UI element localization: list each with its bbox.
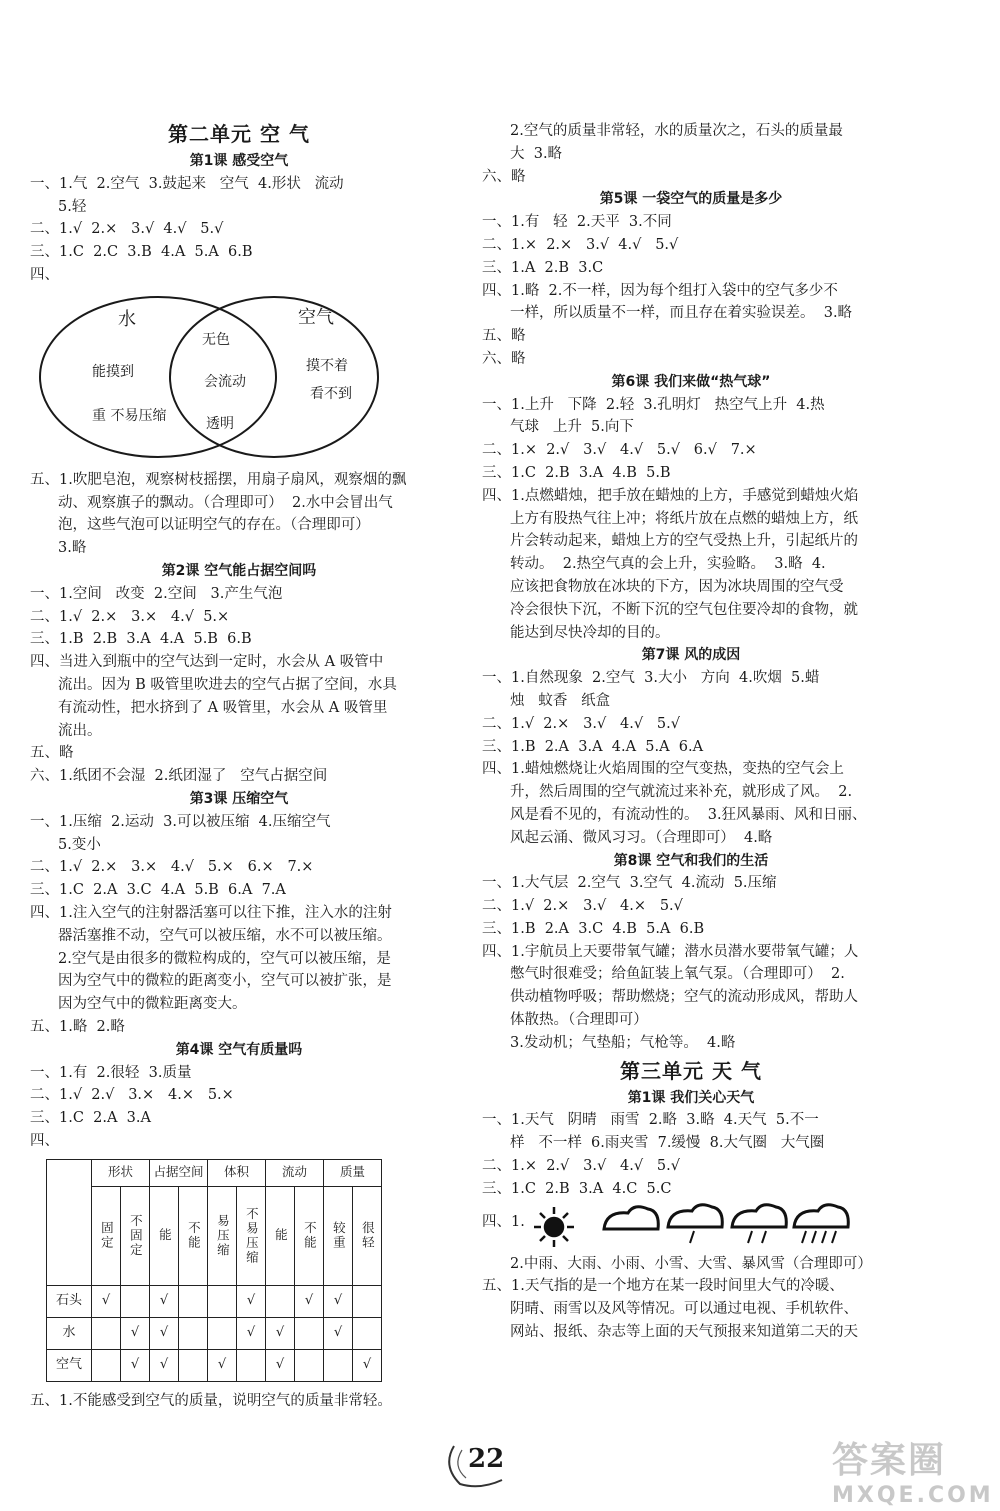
answer-line: 体散热。（合理即可） xyxy=(510,1012,648,1029)
table-cell xyxy=(121,1285,150,1317)
answer-line: 一、1.自然现象 2.空气 3.大小 方向 4.吹烟 5.蜡 xyxy=(482,670,820,687)
table-cell: √ xyxy=(324,1317,353,1349)
moderate-rain-icon xyxy=(732,1204,786,1242)
table-cell: √ xyxy=(266,1317,295,1349)
table-group-header: 流动 xyxy=(266,1159,324,1186)
lesson7-title: 第7课 风的成因 xyxy=(641,647,741,664)
unit3-title: 第三单元 天 气 xyxy=(620,1058,762,1083)
answer-line: 四、 xyxy=(30,1132,59,1149)
answer-line: 三、1.C 2.A 3.A xyxy=(30,1110,151,1127)
answer-line: 三、1.C 2.A 3.C 4.A 5.B 6.A 7.A xyxy=(30,882,286,899)
answer-line: 2.空气是由很多的微粒构成的，空气可以被压缩，是 xyxy=(58,950,391,967)
answer-line: 转动。 2.热空气真的会上升，实验略。 3.略 4. xyxy=(510,556,826,573)
weather-icons xyxy=(482,1201,900,1253)
answer-line: 六、1.纸团不会湿 2.纸团湿了 空气占据空间 xyxy=(30,768,328,785)
answer-line: 五、1.天气指的是一个地方在某一段时间里大气的冷暖、 xyxy=(482,1278,844,1295)
answer-line: 一、1.天气 阴晴 雨雪 2.略 3.略 4.天气 5.不一 xyxy=(482,1112,819,1129)
answer-line: 三、1.C 2.C 3.B 4.A 5.A 6.B xyxy=(30,244,253,261)
answer-line: 5.轻 xyxy=(58,198,87,215)
answer-line: 三、1.B 2.A 3.C 4.B 5.A 6.B xyxy=(482,920,705,937)
lesson8-title: 第8课 空气和我们的生活 xyxy=(613,852,769,869)
answer-line: 四、1.注入空气的注射器活塞可以往下推，注入水的注射 xyxy=(30,904,392,921)
table-cell: √ xyxy=(266,1349,295,1381)
venn-right-item: 看不到 xyxy=(310,385,352,402)
answer-line: 能达到尽快冷却的目的。 xyxy=(510,624,670,641)
table-sub-header: 不能 xyxy=(179,1186,208,1285)
venn-left-label: 水 xyxy=(118,308,136,330)
answer-line: 一样，所以质量不一样，而且存在着实验误差。 3.略 xyxy=(510,305,853,322)
table-cell xyxy=(179,1317,208,1349)
answer-line: 泡，这些气泡可以证明空气的存在。（合理即可） xyxy=(58,517,370,534)
watermark-title: 答案圈 xyxy=(832,1440,947,1481)
answer-line: 二、1.√ 2.× 3.√ 4.√ 5.√ xyxy=(30,221,224,238)
table-cell: √ xyxy=(353,1349,382,1381)
lesson4-answers xyxy=(30,1062,448,1153)
answer-line: 一、1.空间 改变 2.空间 3.产生气泡 xyxy=(30,585,283,602)
table-cell xyxy=(295,1349,324,1381)
table-cell: √ xyxy=(324,1285,353,1317)
answer-line: 2.中雨、大雨、小雨、小雪、大雪、暴风雪（合理即可） xyxy=(510,1255,872,1272)
table-cell: √ xyxy=(150,1285,179,1317)
watermark-url: MXQE.COM xyxy=(832,1483,994,1508)
answer-line: 三、1.A 2.B 3.C xyxy=(482,259,604,276)
answer-line: 风是看不见的，有流动性的。 3.狂风暴雨、风和日丽、 xyxy=(510,806,867,823)
answer-line: 样 不一样 6.雨夹雪 7.缓慢 8.大气圈 大气圈 xyxy=(510,1135,825,1152)
table-row xyxy=(47,1349,382,1381)
answer-line: 四、 xyxy=(30,266,59,283)
answer-line: 一、1.有 轻 2.天平 3.不同 xyxy=(482,214,672,231)
lesson2-title: 第2课 空气能占据空间吗 xyxy=(161,562,317,579)
answer-line: 五、1.略 2.略 xyxy=(30,1018,125,1035)
answer-line: 憋气时很难受；给鱼缸装上氧气泵。（合理即可） 2. xyxy=(510,966,845,983)
answer-line: 阴晴、雨雪以及风等情况。可以通过电视、手机软件、 xyxy=(510,1301,858,1318)
answer-line: 三、1.C 2.B 3.A 4.B 5.B xyxy=(482,464,671,481)
table-cell xyxy=(92,1349,121,1381)
answer-line: 上方有股热气往上冲；将纸片放在点燃的蜡烛上方，纸 xyxy=(510,510,858,527)
answer-line: 冷会很快下沉，不断下沉的空气包住要冷却的食物，就 xyxy=(510,601,858,618)
answer-line: 一、1.上升 下降 2.轻 3.孔明灯 热空气上升 4.热 xyxy=(482,396,825,413)
table-group-header: 形状 xyxy=(92,1159,150,1186)
answer-line: 五、略 xyxy=(30,745,74,762)
table-cell: √ xyxy=(150,1349,179,1381)
answer-line: 一、1.压缩 2.运动 3.可以被压缩 4.压缩空气 xyxy=(30,813,331,830)
answer-line: 五、1.不能感受到空气的质量，说明空气的质量非常轻。 xyxy=(30,1392,392,1409)
table-sub-header: 固定 xyxy=(92,1186,121,1285)
answer-line: 三、1.B 2.A 3.A 4.A 5.A 6.A xyxy=(482,738,704,755)
answer-line: 应该把食物放在冰块的下方，因为冰块周围的空气受 xyxy=(510,578,844,595)
table-cell: √ xyxy=(295,1285,324,1317)
answer-line: 六、略 xyxy=(482,350,526,367)
table-cell xyxy=(266,1285,295,1317)
answer-line: 一、1.大气层 2.空气 3.空气 4.流动 5.压缩 xyxy=(482,875,777,892)
lesson2-answers xyxy=(30,583,448,788)
venn-middle-item: 会流动 xyxy=(204,373,246,390)
table-sub-header: 很轻 xyxy=(353,1186,382,1285)
lesson6-title: 第6课 我们来做“热气球” xyxy=(611,373,771,390)
table-cell: √ xyxy=(150,1317,179,1349)
answer-line: 2.空气的质量非常轻，水的质量次之，石头的质量最 xyxy=(510,123,843,139)
answer-line: 流出。 xyxy=(58,722,102,739)
table-corner-cell xyxy=(47,1159,92,1285)
venn-right-item: 摸不着 xyxy=(306,357,348,374)
table-cell: √ xyxy=(237,1285,266,1317)
venn-diagram xyxy=(30,291,448,463)
lesson1-title: 第1课 感受空气 xyxy=(189,153,289,169)
answer-line: 三、1.B 2.B 3.A 4.A 5.B 6.B xyxy=(30,631,252,648)
answer-line: 大 3.略 xyxy=(510,145,563,162)
answer-line: 二、1.√ 2.× 3.√ 4.× 5.√ xyxy=(482,898,683,915)
answer-line: 气球 上升 5.向下 xyxy=(510,419,634,436)
answer-line: 流出。因为 B 吸管里吹进去的空气占据了空间，水具 xyxy=(58,676,397,693)
venn-middle-item: 透明 xyxy=(206,415,234,432)
answer-line: 二、1.× 2.× 3.√ 4.√ 5.√ xyxy=(482,236,679,253)
answer-line: 器活塞推不动，空气可以被压缩，水不可以被压缩。 xyxy=(58,927,392,944)
lesson4-title: 第4课 空气有质量吗 xyxy=(175,1041,303,1058)
table-cell xyxy=(353,1317,382,1349)
lesson5-title: 第5课 一袋空气的质量是多少 xyxy=(599,191,783,208)
answer-line: 因为空气中的微粒的距离变小，空气可以被扩张，是 xyxy=(58,973,392,990)
venn-middle-item: 无色 xyxy=(202,331,230,348)
answer-line: 六、略 xyxy=(482,168,526,185)
venn-left-item: 能摸到 xyxy=(92,363,134,380)
table-cell xyxy=(324,1349,353,1381)
table-cell: √ xyxy=(92,1285,121,1317)
answer-line: 片会转动起来，蜡烛上方的空气受热上升，引起纸片的 xyxy=(510,533,858,550)
answer-line: 五、略 xyxy=(482,328,526,345)
venn-left-item: 重 不易压缩 xyxy=(92,407,167,424)
table-sub-header: 能 xyxy=(150,1186,179,1285)
lesson1-answers xyxy=(30,173,448,287)
watermark xyxy=(832,1432,994,1508)
answer-line: 升，然后周围的空气就流过来补充，就形成了风。 2. xyxy=(510,784,853,801)
cloudy-icon xyxy=(604,1206,658,1228)
light-rain-icon xyxy=(668,1204,722,1242)
heavy-rain-icon xyxy=(794,1204,848,1242)
table-sub-header: 不易压缩 xyxy=(237,1186,266,1285)
answer-line: 四、当进入到瓶中的空气达到一定时，水会从 A 吸管中 xyxy=(30,654,384,671)
table-group-header: 占据空间 xyxy=(150,1159,208,1186)
answer-line: 四、1. xyxy=(482,1213,525,1230)
answer-line: 因为空气中的微粒距离变大。 xyxy=(58,996,247,1013)
answer-line: 四、1.蜡烛燃烧让火焰周围的空气变热，变热的空气会上 xyxy=(482,761,844,778)
answer-line: 烛 蚊香 纸盒 xyxy=(510,692,611,709)
answer-line: 一、1.气 2.空气 3.鼓起来 空气 4.形状 流动 xyxy=(30,175,344,192)
answer-line: 二、1.√ 2.√ 3.× 4.× 5.× xyxy=(30,1087,234,1104)
table-cell: √ xyxy=(121,1317,150,1349)
table-cell xyxy=(208,1317,237,1349)
answer-line: 四、1.宇航员上天要带氧气罐；潜水员潜水要带氧气罐；人 xyxy=(482,943,859,960)
answer-line: 风起云涌、微风习习。（合理即可） 4.略 xyxy=(510,829,773,846)
table-cell xyxy=(237,1349,266,1381)
table-sub-header: 易压缩 xyxy=(208,1186,237,1285)
answer-line: 二、1.× 2.√ 3.√ 4.√ 5.√ 6.√ 7.× xyxy=(482,442,757,459)
answer-line: 网站、报纸、杂志等上面的天气预报来知道第二天的天 xyxy=(510,1324,858,1341)
right-column xyxy=(482,120,900,1344)
answer-line: 5.变小 xyxy=(58,836,101,853)
sun-icon xyxy=(534,1207,574,1247)
table-cell xyxy=(295,1317,324,1349)
table-sub-header: 不固定 xyxy=(121,1186,150,1285)
lesson1-answers-after xyxy=(30,469,448,560)
answer-line: 三、1.C 2.B 3.A 4.C 5.C xyxy=(482,1180,672,1197)
answer-line: 五、1.吹肥皂泡，观察树枝摇摆，用扇子扇风，观察烟的飘 xyxy=(30,471,407,488)
lesson3-title: 第3课 压缩空气 xyxy=(189,790,289,807)
table-row-label: 石头 xyxy=(47,1285,92,1317)
page-number: 22 xyxy=(468,1444,505,1474)
answer-line: 一、1.有 2.很轻 3.质量 xyxy=(30,1064,192,1081)
table-cell xyxy=(208,1285,237,1317)
answer-line: 二、1.× 2.√ 3.√ 4.√ 5.√ xyxy=(482,1158,680,1175)
answer-line: 3.略 xyxy=(58,540,87,557)
answer-line: 二、1.√ 2.× 3.√ 4.√ 5.√ xyxy=(482,715,680,732)
left-column xyxy=(30,118,448,1412)
table-cell: √ xyxy=(208,1349,237,1381)
table-sub-header: 能 xyxy=(266,1186,295,1285)
table-row xyxy=(47,1317,382,1349)
table-row-label: 空气 xyxy=(47,1349,92,1381)
unit2-title: 第二单元 空 气 xyxy=(168,122,310,146)
weather-symbols xyxy=(482,1201,900,1253)
unit3-lesson1-title: 第1课 我们关心天气 xyxy=(627,1089,755,1106)
table-cell xyxy=(92,1317,121,1349)
answer-line: 供动植物呼吸；帮助燃烧；空气的流动形成风，帮助人 xyxy=(510,989,858,1006)
answer-line: 四、1.点燃蜡烛，把手放在蜡烛的上方，手感觉到蜡烛火焰 xyxy=(482,487,859,504)
table-group-header: 质量 xyxy=(324,1159,382,1186)
venn-right-label: 空气 xyxy=(298,306,334,328)
table-sub-header: 不能 xyxy=(295,1186,324,1285)
answer-line: 动、观察旗子的飘动。（合理即可） 2.水中会冒出气 xyxy=(58,494,393,511)
table-row xyxy=(47,1285,382,1317)
table-cell xyxy=(179,1285,208,1317)
table-cell xyxy=(353,1285,382,1317)
table-group-header: 体积 xyxy=(208,1159,266,1186)
lesson3-answers xyxy=(30,811,448,1039)
answer-line: 3.发动机；气垫船；气枪等。 4.略 xyxy=(510,1034,736,1051)
answer-line: 二、1.√ 2.× 3.× 4.√ 5.× 6.× 7.× xyxy=(30,859,314,876)
properties-table xyxy=(46,1159,382,1382)
answer-line: 有流动性，把水挤到了 A 吸管里，水会从 A 吸管里 xyxy=(58,699,388,716)
answer-line: 二、1.√ 2.× 3.× 4.√ 5.× xyxy=(30,608,230,625)
answer-line: 四、1.略 2.不一样，因为每个组打入袋中的空气多少不 xyxy=(482,282,838,299)
table-cell: √ xyxy=(237,1317,266,1349)
table-cell xyxy=(179,1349,208,1381)
table-sub-header: 较重 xyxy=(324,1186,353,1285)
table-row-label: 水 xyxy=(47,1317,92,1349)
table-cell: √ xyxy=(121,1349,150,1381)
